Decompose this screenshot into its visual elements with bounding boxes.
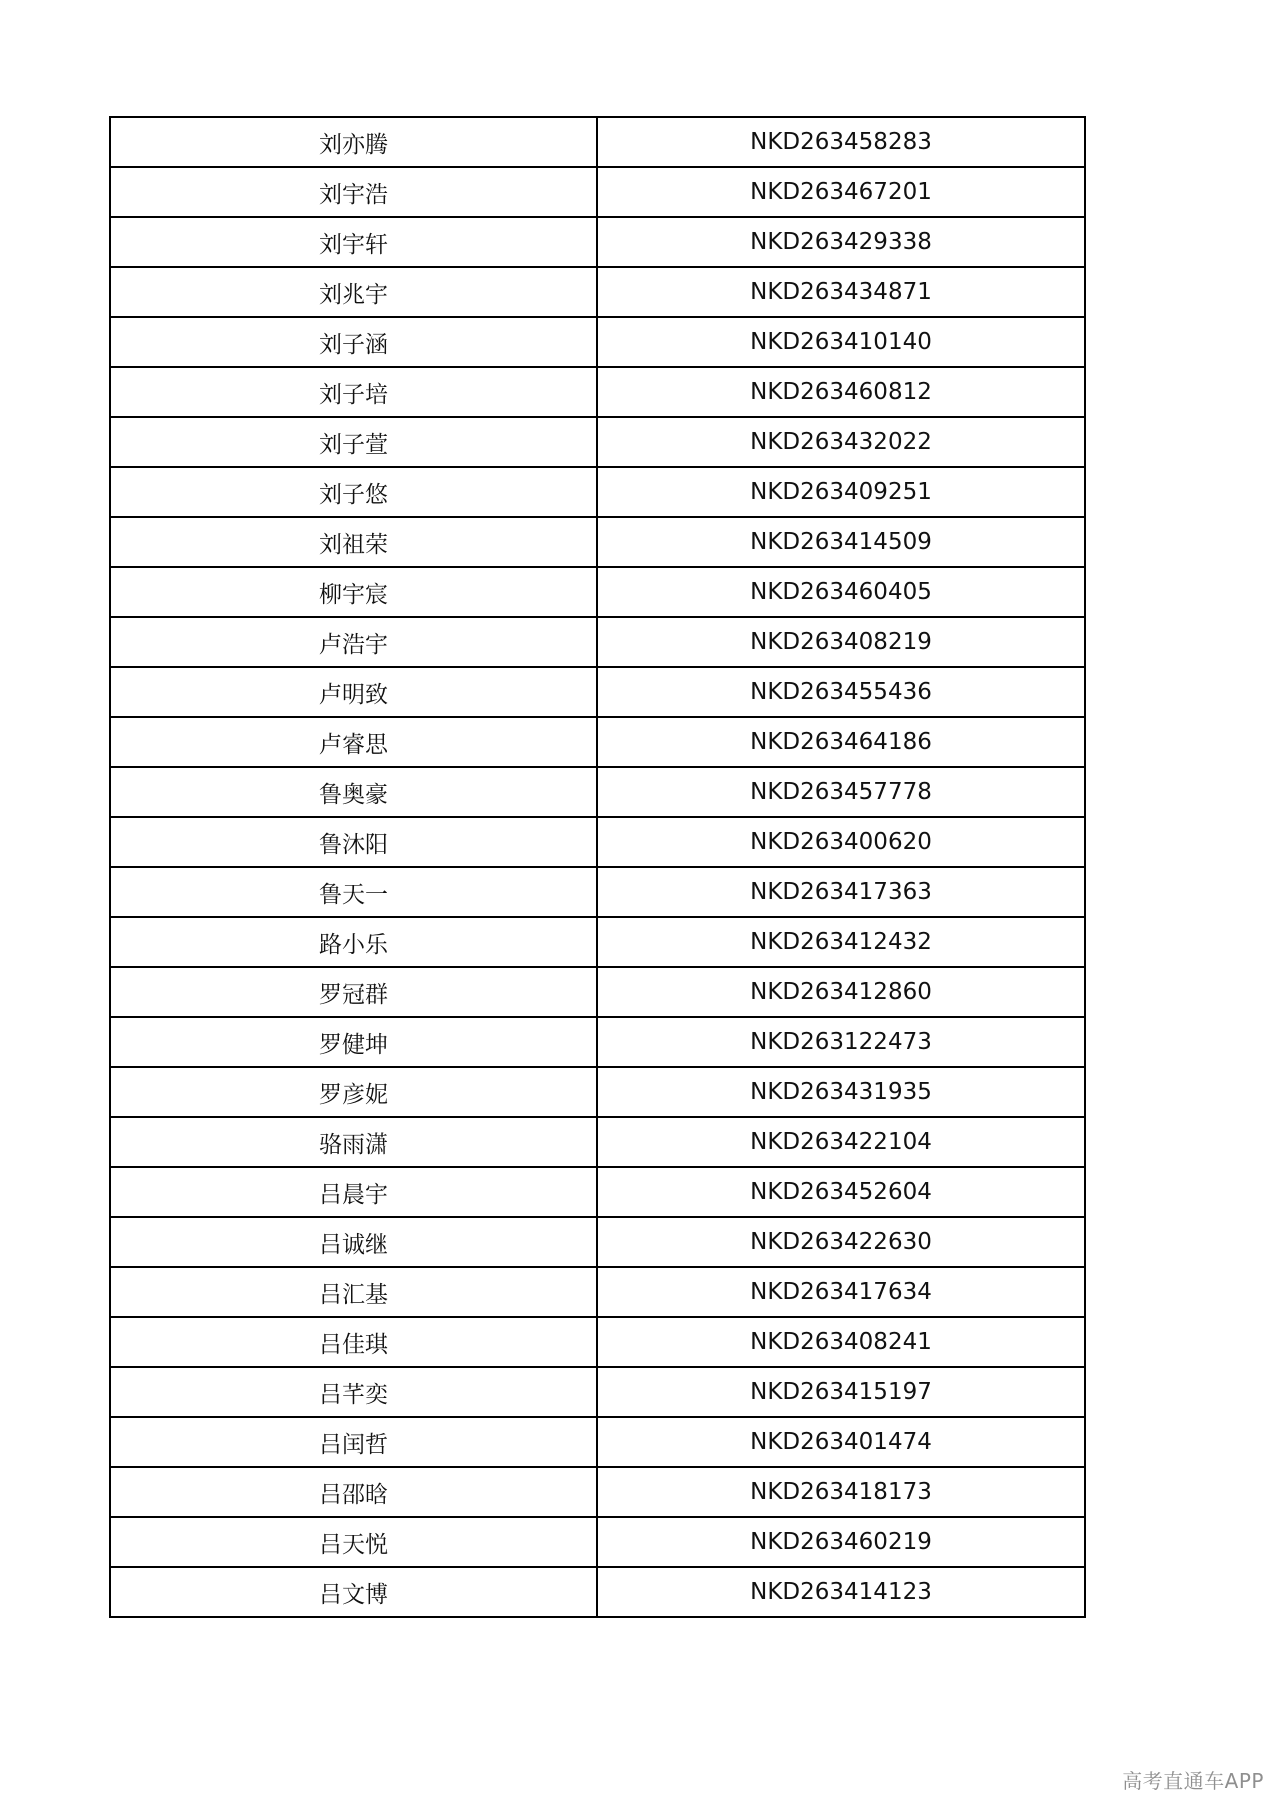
table-row	[110, 1317, 1085, 1367]
table-row	[110, 267, 1085, 317]
id-cell: NKD263460219	[597, 1517, 1085, 1567]
id-cell: NKD263467201	[597, 167, 1085, 217]
name-cell: 鲁沐阳	[110, 817, 597, 867]
table-row	[110, 1267, 1085, 1317]
name-cell: 吕汇基	[110, 1267, 597, 1317]
table-row	[110, 217, 1085, 267]
name-cell: 卢睿思	[110, 717, 597, 767]
name-cell: 吕芊奕	[110, 1367, 597, 1417]
table-row	[110, 1567, 1085, 1617]
name-cell: 吕邵晗	[110, 1467, 597, 1517]
id-cell: NKD263408219	[597, 617, 1085, 667]
table-row	[110, 467, 1085, 517]
id-cell: NKD263122473	[597, 1017, 1085, 1067]
id-cell: NKD263417634	[597, 1267, 1085, 1317]
name-cell: 罗健坤	[110, 1017, 597, 1067]
id-cell: NKD263401474	[597, 1417, 1085, 1467]
id-cell: NKD263460812	[597, 367, 1085, 417]
name-cell: 卢浩宇	[110, 617, 597, 667]
name-cell: 吕诚继	[110, 1217, 597, 1267]
id-cell: NKD263457778	[597, 767, 1085, 817]
id-cell: NKD263422630	[597, 1217, 1085, 1267]
id-cell: NKD263464186	[597, 717, 1085, 767]
table-row	[110, 317, 1085, 367]
name-cell: 柳宇宸	[110, 567, 597, 617]
name-cell: 鲁奥豪	[110, 767, 597, 817]
name-cell: 刘子萱	[110, 417, 597, 467]
name-cell: 路小乐	[110, 917, 597, 967]
table-row	[110, 1067, 1085, 1117]
table-row	[110, 1417, 1085, 1467]
table-row	[110, 667, 1085, 717]
name-cell: 罗冠群	[110, 967, 597, 1017]
id-cell: NKD263455436	[597, 667, 1085, 717]
name-cell: 卢明致	[110, 667, 597, 717]
name-cell: 刘宇轩	[110, 217, 597, 267]
table-row	[110, 1017, 1085, 1067]
id-cell: NKD263452604	[597, 1167, 1085, 1217]
name-cell: 罗彦妮	[110, 1067, 597, 1117]
id-cell: NKD263400620	[597, 817, 1085, 867]
id-cell: NKD263458283	[597, 117, 1085, 167]
id-cell: NKD263431935	[597, 1067, 1085, 1117]
table-row	[110, 517, 1085, 567]
table-row	[110, 167, 1085, 217]
table-row	[110, 967, 1085, 1017]
id-cell: NKD263412432	[597, 917, 1085, 967]
table-row	[110, 417, 1085, 467]
id-cell: NKD263422104	[597, 1117, 1085, 1167]
table-row	[110, 1367, 1085, 1417]
id-cell: NKD263415197	[597, 1367, 1085, 1417]
table-row	[110, 367, 1085, 417]
table-row	[110, 1467, 1085, 1517]
name-cell: 刘子悠	[110, 467, 597, 517]
table-row	[110, 117, 1085, 167]
name-cell: 骆雨潇	[110, 1117, 597, 1167]
id-cell: NKD263414509	[597, 517, 1085, 567]
id-cell: NKD263412860	[597, 967, 1085, 1017]
table-row	[110, 1117, 1085, 1167]
table-row	[110, 917, 1085, 967]
name-cell: 吕天悦	[110, 1517, 597, 1567]
id-cell: NKD263409251	[597, 467, 1085, 517]
roster-table-body	[110, 117, 1085, 1617]
id-cell: NKD263417363	[597, 867, 1085, 917]
roster-table	[109, 116, 1086, 1618]
id-cell: NKD263410140	[597, 317, 1085, 367]
name-cell: 吕晨宇	[110, 1167, 597, 1217]
name-cell: 刘兆宇	[110, 267, 597, 317]
name-cell: 刘子涵	[110, 317, 597, 367]
table-row	[110, 817, 1085, 867]
table-row	[110, 1517, 1085, 1567]
id-cell: NKD263432022	[597, 417, 1085, 467]
id-cell: NKD263460405	[597, 567, 1085, 617]
id-cell: NKD263429338	[597, 217, 1085, 267]
name-cell: 刘宇浩	[110, 167, 597, 217]
id-cell: NKD263434871	[597, 267, 1085, 317]
name-cell: 刘祖荣	[110, 517, 597, 567]
id-cell: NKD263408241	[597, 1317, 1085, 1367]
id-cell: NKD263414123	[597, 1567, 1085, 1617]
table-row	[110, 867, 1085, 917]
name-cell: 刘子培	[110, 367, 597, 417]
name-cell: 刘亦腾	[110, 117, 597, 167]
name-cell: 鲁天一	[110, 867, 597, 917]
id-cell: NKD263418173	[597, 1467, 1085, 1517]
table-row	[110, 1167, 1085, 1217]
table-row	[110, 617, 1085, 667]
table-row	[110, 767, 1085, 817]
name-cell: 吕文博	[110, 1567, 597, 1617]
table-row	[110, 717, 1085, 767]
name-cell: 吕佳琪	[110, 1317, 597, 1367]
name-cell: 吕闰哲	[110, 1417, 597, 1467]
table-row	[110, 1217, 1085, 1267]
watermark-text: 高考直通车APP	[1122, 1769, 1264, 1793]
table-row	[110, 567, 1085, 617]
